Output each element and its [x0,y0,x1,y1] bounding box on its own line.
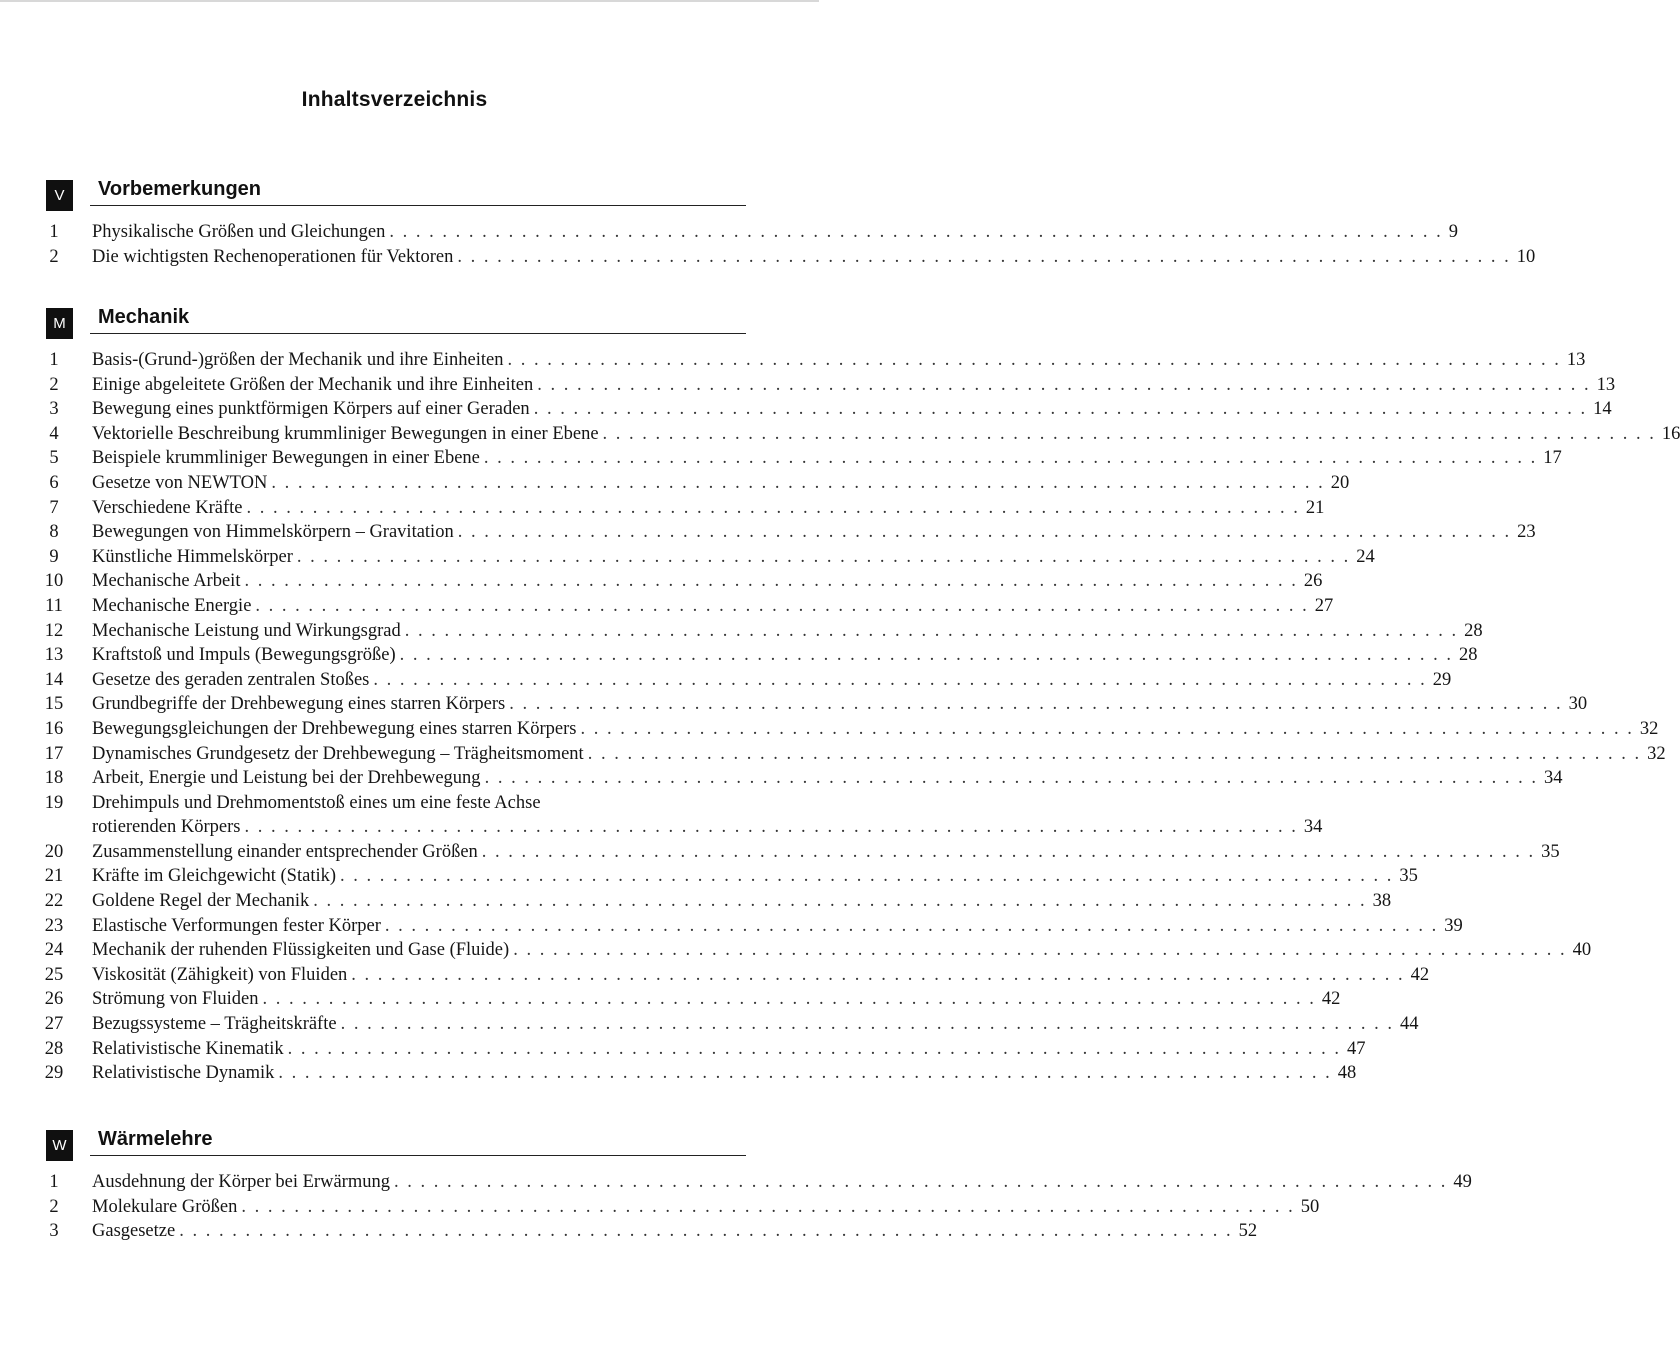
entry-page: 28 [1464,620,1483,641]
entry-line [92,815,1323,840]
entry-line [92,742,1666,767]
toc-entry [46,373,1616,398]
entry-line [92,914,1463,939]
entry-line [92,1170,1472,1195]
toc-entry [44,717,1659,742]
toc-list [46,220,1536,269]
entry-title: Mechanische Arbeit [92,571,241,592]
entry-page: 50 [1300,1196,1320,1217]
entry-title: Drehimpuls und Drehmomentstoß eines um eine feste Achse [92,792,541,813]
entry-title: Arbeit, Energie und Leistung bei der Drehbewegung [92,768,481,789]
entry-number: 2 [49,1196,59,1217]
toc-entry [46,446,1562,471]
entry-line [92,520,1536,545]
entry-line [92,889,1392,914]
dot-leader: . . . . . . . . . . . . . . . . . . . . . . . . . . . . . . . . . . . . . . . . . . . . . . . . . . . . . . . . . . . . . . . . . . . . . . . . . . . . . . . . [484,768,1538,789]
entry-number: 8 [49,522,59,543]
entry-title: Bezugssysteme – Trägheitskräfte [92,1014,337,1035]
entry-line [92,1061,1357,1086]
dot-leader: . . . . . . . . . . . . . . . . . . . . . . . . . . . . . . . . . . . . . . . . . . . . . . . . . . . . . . . . . . . . . . . . . . . . . . . . . . . . . . . . [241,1196,1295,1217]
entry-line [92,220,1458,245]
dot-leader: . . . . . . . . . . . . . . . . . . . . . . . . . . . . . . . . . . . . . . . . . . . . . . . . . . . . . . . . . . . . . . . . . . . . . . . . . . . . . . . . [509,694,1563,715]
entry-page: 38 [1372,891,1392,912]
toc-list [46,1170,1472,1244]
entry-page: 32 [1639,718,1659,739]
entry-title: Physikalische Größen und Gleichungen [92,222,386,242]
toc-entry [44,889,1392,914]
toc-entry [44,742,1666,767]
dot-leader: . . . . . . . . . . . . . . . . . . . . . . . . . . . . . . . . . . . . . . . . . . . . . . . . . . . . . . . . . . . . . . . . . . . . . . . . . . . . . . . . [481,841,1536,862]
entry-line [92,963,1430,988]
entry-page: 10 [1516,246,1536,267]
entry-title: Goldene Regel der Mechanik [92,891,310,912]
entry-page: 44 [1399,1014,1419,1035]
entry-page: 49 [1453,1172,1472,1192]
entry-number: 17 [44,743,64,764]
entry-line [92,1195,1320,1220]
entry-title: Zusammenstellung einander entsprechender Größen [92,841,478,862]
toc-entry [46,348,1586,373]
entry-number: 12 [44,620,64,641]
entry-title: Ausdehnung der Körper bei Erwärmung [92,1172,390,1192]
entry-number: 7 [49,497,59,518]
toc-entry [44,1012,1419,1037]
entry-number: 16 [44,718,64,739]
section-vorbemerkungen [46,176,1536,269]
entry-line [92,692,1588,717]
entry-number: 3 [49,399,59,420]
section-waermelehre [46,1126,1472,1244]
dot-leader: . . . . . . . . . . . . . . . . . . . . . . . . . . . . . . . . . . . . . . . . . . . . . . . . . . . . . . . . . . . . . . . . . . . . . . . . . . . . . . . . [537,374,1591,395]
dot-leader: . . . . . . . . . . . . . . . . . . . . . . . . . . . . . . . . . . . . . . . . . . . . . . . . . . . . . . . . . . . . . . . . . . . . . . . . . . . . . . . . [580,718,1634,739]
toc-entry [44,864,1418,889]
entry-title: Dynamisches Grundgesetz der Drehbewegung – Trägheitsmoment [92,743,584,764]
dot-leader: . . . . . . . . . . . . . . . . . . . . . . . . . . . . . . . . . . . . . . . . . . . . . . . . . . . . . . . . . . . . . . . . . . . . . . . . . . . . . . . . [393,1172,1448,1192]
toc-list [44,348,1680,1086]
entry-title: Vektorielle Beschreibung krummliniger Bewegungen in einer Ebene [92,423,599,444]
entry-line [92,422,1680,447]
entry-title: Bewegungen von Himmelskörpern – Gravitation [92,522,454,543]
entry-page: 42 [1410,964,1430,985]
entry-number: 28 [44,1038,64,1059]
section-badge: V [46,180,73,211]
entry-line [92,471,1350,496]
entry-page: 34 [1303,817,1323,838]
entry-line [92,446,1562,471]
entry-line [92,545,1375,570]
entry-title: Die wichtigsten Rechenoperationen für Vektoren [92,246,454,267]
entry-number: 29 [44,1063,64,1084]
entry-page: 9 [1448,222,1458,242]
entry-number: 13 [44,645,64,666]
entry-page: 16 [1661,423,1680,444]
dot-leader: . . . . . . . . . . . . . . . . . . . . . . . . . . . . . . . . . . . . . . . . . . . . . . . . . . . . . . . . . . . . . . . . . . . . . . . . . . . . . . . . [340,1014,1394,1035]
dot-leader: . . . . . . . . . . . . . . . . . . . . . . . . . . . . . . . . . . . . . . . . . . . . . . . . . . . . . . . . . . . . . . . . . . . . . . . . . . . . . . . . [255,595,1309,616]
toc-entry [44,987,1341,1012]
entry-title: Gasgesetze [92,1221,176,1242]
toc-entry [46,422,1680,447]
entry-page: 40 [1572,940,1592,961]
toc-entry [44,692,1588,717]
entry-number: 24 [44,940,64,961]
entry-page: 35 [1541,841,1560,862]
entry-page: 27 [1314,595,1334,616]
dot-leader: . . . . . . . . . . . . . . . . . . . . . . . . . . . . . . . . . . . . . . . . . . . . . . . . . . . . . . . . . . . . . . . . . . . . . . . . . . . . . . . . [602,423,1656,444]
toc-entry [46,397,1612,422]
entry-page: 39 [1444,915,1463,936]
entry-number: 23 [44,915,64,936]
dot-leader: . . . . . . . . . . . . . . . . . . . . . . . . . . . . . . . . . . . . . . . . . . . . . . . . . . . . . . . . . . . . . . . . . . . . . . . . . . . . . . . . [533,399,1588,420]
entry-line [92,594,1334,619]
entry-number: 15 [44,694,64,715]
dot-leader: . . . . . . . . . . . . . . . . . . . . . . . . . . . . . . . . . . . . . . . . . . . . . . . . . . . . . . . . . . . . . . . . . . . . . . . . . . . . . . . . [287,1038,1342,1059]
toc-entry [45,594,1334,619]
entry-page: 24 [1356,546,1375,567]
entry-number: 14 [44,669,64,690]
entry-number: 19 [44,792,64,813]
dot-leader: . . . . . . . . . . . . . . . . . . . . . . . . . . . . . . . . . . . . . . . . . . . . . . . . . . . . . . . . . . . . . . . . . . . . . . . . . . . . . . . . [373,669,1427,690]
dot-leader: . . . . . . . . . . . . . . . . . . . . . . . . . . . . . . . . . . . . . . . . . . . . . . . . . . . . . . . . . . . . . . . . . . . . . . . . . . . . . . . . [313,891,1367,912]
dot-leader: . . . . . . . . . . . . . . . . . . . . . . . . . . . . . . . . . . . . . . . . . . . . . . . . . . . . . . . . . . . . . . . . . . . . . . . . . . . . . . . . [340,866,1394,887]
section-header [46,304,746,338]
entry-number: 10 [44,571,64,592]
section-title: Vorbemerkungen [98,178,261,200]
entry-number: 1 [49,222,59,242]
section-header [46,1126,746,1160]
toc-entry [44,668,1452,693]
dot-leader: . . . . . . . . . . . . . . . . . . . . . . . . . . . . . . . . . . . . . . . . . . . . . . . . . . . . . . . . . . . . . . . . . . . . . . . . . . . . . . . . [271,472,1325,493]
entry-page: 42 [1321,989,1341,1010]
entry-number: 6 [49,472,59,493]
toc-entry [44,1061,1357,1086]
toc-entry [46,245,1536,270]
section-title: Wärmelehre [98,1128,213,1150]
entry-number: 5 [49,448,59,469]
entry-number: 20 [44,841,64,862]
toc-entry [44,938,1592,963]
entry-number: 18 [44,768,64,789]
entry-page: 47 [1347,1038,1366,1059]
toc-entry [44,914,1463,939]
entry-title: Molekulare Größen [92,1196,238,1217]
entry-page: 52 [1238,1221,1258,1242]
entry-number: 11 [45,595,63,616]
entry-title: Beispiele krummliniger Bewegungen in einer Ebene [92,448,480,469]
entry-line [92,668,1452,693]
page-title: Inhaltsverzeichnis [301,88,488,111]
entry-title: Kräfte im Gleichgewicht (Statik) [92,866,337,887]
entry-line [92,1037,1366,1062]
toc-entry [46,471,1350,496]
toc-entry [46,520,1536,545]
dot-leader: . . . . . . . . . . . . . . . . . . . . . . . . . . . . . . . . . . . . . . . . . . . . . . . . . . . . . . . . . . . . . . . . . . . . . . . . . . . . . . . . [278,1063,1332,1084]
entry-title: Gesetze des geraden zentralen Stoßes [92,669,370,690]
entry-line [92,1012,1419,1037]
entry-number: 1 [49,350,59,370]
entry-title: Bewegungsgleichungen der Drehbewegung eines starren Körpers [92,718,577,739]
entry-title: rotierenden Körpers [92,817,241,838]
toc-entry [44,963,1430,988]
entry-title: Elastische Verformungen fester Körper [92,915,381,936]
entry-page: 30 [1568,694,1588,715]
entry-page: 48 [1337,1063,1357,1084]
dot-leader: . . . . . . . . . . . . . . . . . . . . . . . . . . . . . . . . . . . . . . . . . . . . . . . . . . . . . . . . . . . . . . . . . . . . . . . . . . . . . . . . [513,940,1567,961]
section-badge: W [46,1130,73,1161]
toc-entry [46,1170,1472,1195]
entry-number: 25 [44,964,64,985]
section-mechanik [44,304,1680,1086]
dot-leader: . . . . . . . . . . . . . . . . . . . . . . . . . . . . . . . . . . . . . . . . . . . . . . . . . . . . . . . . . . . . . . . . . . . . . . . . . . . . . . . . [389,222,1443,242]
dot-leader: . . . . . . . . . . . . . . . . . . . . . . . . . . . . . . . . . . . . . . . . . . . . . . . . . . . . . . . . . . . . . . . . . . . . . . . . . . . . . . . . [351,964,1405,985]
entry-number: 2 [49,374,59,395]
entry-line [92,766,1563,791]
toc-entry [46,791,746,816]
dot-leader: . . . . . . . . . . . . . . . . . . . . . . . . . . . . . . . . . . . . . . . . . . . . . . . . . . . . . . . . . . . . . . . . . . . . . . . . . . . . . . . . [244,817,1298,838]
toc-entry [44,569,1323,594]
entry-number: 1 [49,1172,59,1192]
entry-line [92,840,1560,865]
entry-line [92,619,1483,644]
entry-title: Mechanische Energie [92,595,252,616]
section-rule [90,205,746,206]
entry-line [92,938,1592,963]
entry-page: 35 [1399,866,1418,887]
toc-entry [46,220,1458,245]
toc-entry [46,815,1323,840]
dot-leader: . . . . . . . . . . . . . . . . . . . . . . . . . . . . . . . . . . . . . . . . . . . . . . . . . . . . . . . . . . . . . . . . . . . . . . . . . . . . . . . . [483,448,1538,469]
section-rule [90,333,746,334]
entry-number: 4 [49,423,59,444]
toc-entry [46,1195,1320,1220]
entry-page: 20 [1330,472,1350,493]
toc-entry [44,840,1560,865]
toc-entry [46,545,1375,570]
section-header [46,176,746,210]
entry-line [92,791,746,816]
toc-entry [44,643,1478,668]
entry-page: 32 [1647,743,1666,764]
entry-number: 26 [44,989,64,1010]
entry-page: 29 [1432,669,1452,690]
dot-leader: . . . . . . . . . . . . . . . . . . . . . . . . . . . . . . . . . . . . . . . . . . . . . . . . . . . . . . . . . . . . . . . . . . . . . . . . . . . . . . . . [262,989,1316,1010]
entry-title: Relativistische Dynamik [92,1063,275,1084]
toc-entry [44,619,1483,644]
toc-entry [44,1037,1366,1062]
entry-page: 34 [1543,768,1563,789]
entry-title: Kraftstoß und Impuls (Bewegungsgröße) [92,645,396,666]
top-border [0,0,819,2]
entry-title: Einige abgeleitete Größen der Mechanik und ihre Einheiten [92,374,534,395]
entry-page: 28 [1459,645,1478,666]
entry-page: 13 [1596,374,1616,395]
entry-title: Strömung von Fluiden [92,989,259,1010]
entry-line [92,643,1478,668]
entry-number: 21 [44,866,64,887]
entry-line [92,864,1418,889]
entry-number: 2 [49,246,59,267]
entry-title: Relativistische Kinematik [92,1038,284,1059]
entry-title: Bewegung eines punktförmigen Körpers auf einer Geraden [92,399,530,420]
entry-title: Grundbegriffe der Drehbewegung eines starren Körpers [92,694,506,715]
entry-page: 13 [1566,350,1586,370]
entry-page: 23 [1517,522,1536,543]
dot-leader: . . . . . . . . . . . . . . . . . . . . . . . . . . . . . . . . . . . . . . . . . . . . . . . . . . . . . . . . . . . . . . . . . . . . . . . . . . . . . . . . [457,522,1512,543]
entry-number: 3 [49,1221,59,1242]
section-badge: M [46,308,73,339]
entry-title: Gesetze von NEWTON [92,472,268,493]
entry-line [92,1219,1258,1244]
entry-title: Viskosität (Zähigkeit) von Fluiden [92,964,348,985]
section-rule [90,1155,746,1156]
entry-line [92,397,1612,422]
section-title: Mechanik [98,306,190,328]
entry-number: 27 [44,1014,64,1035]
entry-title: Künstliche Himmelskörper [92,546,293,567]
entry-number: 9 [49,546,59,567]
entry-page: 26 [1303,571,1323,592]
entry-line [92,496,1325,521]
dot-leader: . . . . . . . . . . . . . . . . . . . . . . . . . . . . . . . . . . . . . . . . . . . . . . . . . . . . . . . . . . . . . . . . . . . . . . . . . . . . . . . . [404,620,1459,641]
entry-title: Mechanik der ruhenden Flüssigkeiten und Gase (Fluide) [92,940,510,961]
entry-title: Verschiedene Kräfte [92,497,243,518]
entry-title: Basis-(Grund-)größen der Mechanik und ihre Einheiten [92,350,504,370]
entry-line [92,245,1536,270]
entry-title: Mechanische Leistung und Wirkungsgrad [92,620,401,641]
dot-leader: . . . . . . . . . . . . . . . . . . . . . . . . . . . . . . . . . . . . . . . . . . . . . . . . . . . . . . . . . . . . . . . . . . . . . . . . . . . . . . . . [246,497,1300,518]
entry-line [92,569,1323,594]
entry-line [92,987,1341,1012]
entry-number: 22 [44,891,64,912]
entry-page: 21 [1305,497,1325,518]
entry-line [92,373,1616,398]
dot-leader: . . . . . . . . . . . . . . . . . . . . . . . . . . . . . . . . . . . . . . . . . . . . . . . . . . . . . . . . . . . . . . . . . . . . . . . . . . . . . . . . [587,743,1642,764]
dot-leader: . . . . . . . . . . . . . . . . . . . . . . . . . . . . . . . . . . . . . . . . . . . . . . . . . . . . . . . . . . . . . . . . . . . . . . . . . . . . . . . . [507,350,1561,370]
dot-leader: . . . . . . . . . . . . . . . . . . . . . . . . . . . . . . . . . . . . . . . . . . . . . . . . . . . . . . . . . . . . . . . . . . . . . . . . . . . . . . . . [399,645,1454,666]
toc-entry [46,496,1325,521]
dot-leader: . . . . . . . . . . . . . . . . . . . . . . . . . . . . . . . . . . . . . . . . . . . . . . . . . . . . . . . . . . . . . . . . . . . . . . . . . . . . . . . . [457,246,1511,267]
dot-leader: . . . . . . . . . . . . . . . . . . . . . . . . . . . . . . . . . . . . . . . . . . . . . . . . . . . . . . . . . . . . . . . . . . . . . . . . . . . . . . . . [384,915,1439,936]
entry-page: 17 [1543,448,1562,469]
dot-leader: . . . . . . . . . . . . . . . . . . . . . . . . . . . . . . . . . . . . . . . . . . . . . . . . . . . . . . . . . . . . . . . . . . . . . . . . . . . . . . . . [296,546,1351,567]
entry-line [92,717,1659,742]
dot-leader: . . . . . . . . . . . . . . . . . . . . . . . . . . . . . . . . . . . . . . . . . . . . . . . . . . . . . . . . . . . . . . . . . . . . . . . . . . . . . . . . [179,1221,1233,1242]
toc-entry [46,1219,1258,1244]
entry-page: 14 [1593,399,1612,420]
toc-entry [44,766,1563,791]
dot-leader: . . . . . . . . . . . . . . . . . . . . . . . . . . . . . . . . . . . . . . . . . . . . . . . . . . . . . . . . . . . . . . . . . . . . . . . . . . . . . . . . [244,571,1298,592]
entry-line [92,348,1586,373]
